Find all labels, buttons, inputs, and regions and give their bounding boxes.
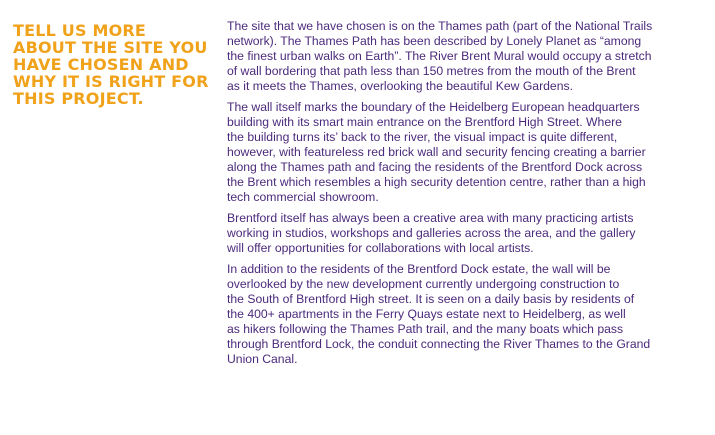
paragraph-wall-description: The wall itself marks the boundary of the Heidelberg European headquarters building with its smart main entrance on the Brentford High Street. Where the building turns its’ back to the river, the visual impact is quite different, however, with featureless red brick wall and security fencing creating a barrier along the Thames path and facing the residents of the Brentford Dock across the Brent which resembles a high security detention centre, rather than a high tech commercial showroom. bbox=[227, 100, 646, 204]
paragraph-audience: In addition to the residents of the Brentford Dock estate, the wall will be overlooked by the new development currently undergoing construction to the South of Brentford High street. It is seen on a daily basis by residents of the 400+ apartments in the Ferry Quays estate next to Heidelberg, as well as hikers following the Thames Path trail, and the many boats which pass through Brentford Lock, the conduit connecting the River Thames to the Grand Union Canal. bbox=[227, 262, 651, 366]
paragraph-site-location: The site that we have chosen is on the Thames path (part of the National Trails network). The Thames Path has been described by Lonely Planet as “among the finest urban walks on Earth”. The River Brent Mural would occupy a stretch of wall bordering that path less than 150 metres from the mouth of the Brent as it meets the Thames, overlooking the beautiful Kew Gardens. bbox=[227, 19, 653, 93]
section-heading: TELL US MORE ABOUT THE SITE YOU HAVE CHOSEN AND WHY IT IS RIGHT FOR THIS PROJECT. bbox=[13, 21, 209, 108]
paragraph-creative-area: Brentford itself has always been a creative area with many practicing artists working in studios, workshops and galleries across the area, and the gallery will offer opportunities for collaborations with local artists. bbox=[227, 211, 636, 255]
section-body bbox=[227, 19, 703, 373]
